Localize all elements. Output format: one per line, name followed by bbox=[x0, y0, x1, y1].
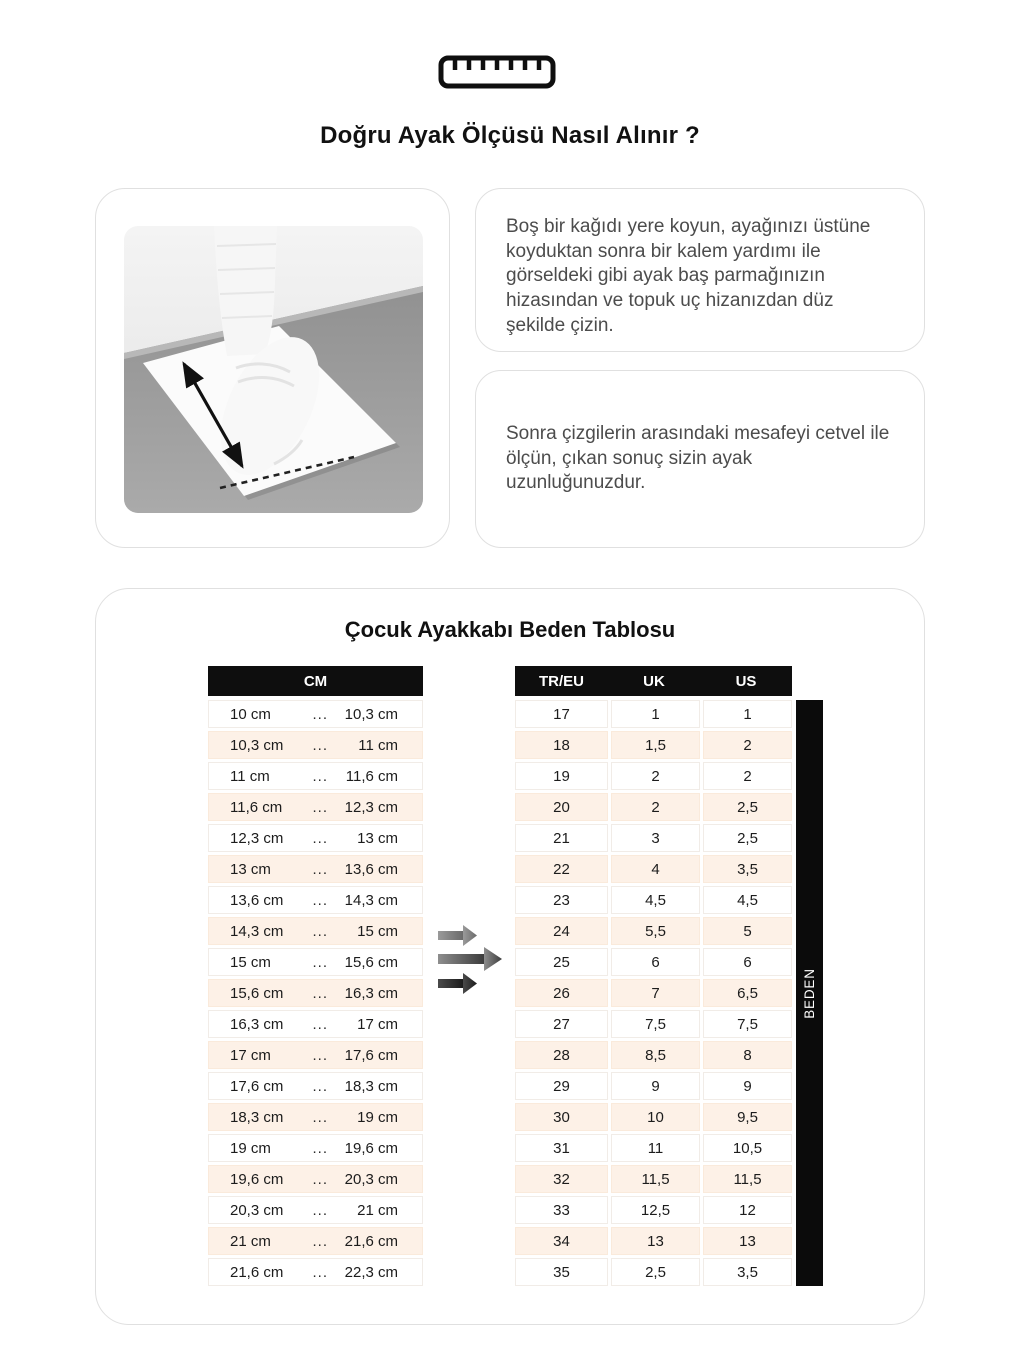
cm-cell-dots: ... bbox=[312, 1139, 329, 1157]
cm-cell-from: 13 cm bbox=[230, 860, 271, 878]
cm-cell-from: 20,3 cm bbox=[230, 1201, 284, 1219]
table-row bbox=[208, 1258, 423, 1286]
cm-cell-from: 14,3 cm bbox=[230, 922, 284, 940]
size-cell-us: 6 bbox=[703, 948, 792, 976]
beden-label-text: BEDEN bbox=[802, 967, 818, 1019]
size-cell-uk: 13 bbox=[611, 1227, 700, 1255]
cm-cell-to: 12,3 cm bbox=[344, 798, 398, 816]
table-row bbox=[515, 917, 792, 945]
cm-cell-from: 16,3 cm bbox=[230, 1015, 284, 1033]
size-cell-us: 1 bbox=[703, 700, 792, 728]
size-cell-us: 3,5 bbox=[703, 855, 792, 883]
cm-cell-dots: ... bbox=[312, 922, 329, 940]
size-cell-tr-eu: 19 bbox=[515, 762, 608, 790]
size-cell-tr-eu: 23 bbox=[515, 886, 608, 914]
table-row bbox=[515, 1134, 792, 1162]
size-table-title: Çocuk Ayakkabı Beden Tablosu bbox=[344, 617, 676, 642]
table-row bbox=[515, 731, 792, 759]
size-cell-uk: 1 bbox=[611, 700, 700, 728]
cm-cell-dots: ... bbox=[312, 984, 329, 1002]
cm-cell-to: 17,6 cm bbox=[344, 1046, 398, 1064]
size-cell-us: 11,5 bbox=[703, 1165, 792, 1193]
size-cell-uk: 2 bbox=[611, 793, 700, 821]
cm-cell-dots: ... bbox=[312, 1201, 329, 1219]
size-cell-us: 7,5 bbox=[703, 1010, 792, 1038]
instruction-card-2 bbox=[475, 370, 925, 548]
table-row bbox=[515, 1227, 792, 1255]
cm-cell-dots: ... bbox=[312, 829, 329, 847]
table-row bbox=[208, 1134, 423, 1162]
table-row bbox=[208, 948, 423, 976]
table-row bbox=[208, 1041, 423, 1069]
size-cell-uk: 4,5 bbox=[611, 886, 700, 914]
table-row bbox=[515, 1196, 792, 1224]
table-row bbox=[208, 1196, 423, 1224]
size-cell-tr-eu: 34 bbox=[515, 1227, 608, 1255]
size-cell-us: 4,5 bbox=[703, 886, 792, 914]
instruction-step2-text: Sonra çizgilerin arasındaki mesafeyi cetvel ile ölçün, çıkan sonuç sizin ayak uzunluğunuzdur. bbox=[506, 422, 890, 494]
table-row bbox=[515, 1041, 792, 1069]
cm-cell-to: 17 cm bbox=[357, 1015, 398, 1033]
table-row bbox=[208, 917, 423, 945]
cm-cell-to: 15,6 cm bbox=[344, 953, 398, 971]
cm-cell-from: 17 cm bbox=[230, 1046, 271, 1064]
table-row bbox=[515, 762, 792, 790]
table-row bbox=[208, 1165, 423, 1193]
table-row bbox=[515, 1258, 792, 1286]
size-cell-uk: 7,5 bbox=[611, 1010, 700, 1038]
header-tr-eu: TR/EU bbox=[539, 672, 584, 690]
size-cell-us: 3,5 bbox=[703, 1258, 792, 1286]
size-cell-uk: 4 bbox=[611, 855, 700, 883]
cm-cell-to: 15 cm bbox=[357, 922, 398, 940]
size-cell-uk: 11,5 bbox=[611, 1165, 700, 1193]
table-row bbox=[208, 793, 423, 821]
cm-cell-from: 19 cm bbox=[230, 1139, 271, 1157]
header-uk: UK bbox=[643, 672, 665, 690]
cm-table-body bbox=[208, 700, 423, 1286]
size-cell-us: 13 bbox=[703, 1227, 792, 1255]
table-row bbox=[515, 824, 792, 852]
size-cell-us: 6,5 bbox=[703, 979, 792, 1007]
cm-cell-from: 17,6 cm bbox=[230, 1077, 284, 1095]
shoe-size-table bbox=[515, 666, 792, 1289]
cm-cell-to: 19,6 cm bbox=[344, 1139, 398, 1157]
size-cell-tr-eu: 18 bbox=[515, 731, 608, 759]
size-cell-tr-eu: 29 bbox=[515, 1072, 608, 1100]
size-cell-uk: 6 bbox=[611, 948, 700, 976]
table-row bbox=[208, 762, 423, 790]
cm-cell-to: 11,6 cm bbox=[345, 767, 398, 785]
size-cell-us: 2 bbox=[703, 731, 792, 759]
size-cell-us: 9,5 bbox=[703, 1103, 792, 1131]
table-row bbox=[515, 793, 792, 821]
cm-cell-to: 13,6 cm bbox=[344, 860, 398, 878]
cm-cell-from: 21,6 cm bbox=[230, 1263, 284, 1281]
size-cell-tr-eu: 24 bbox=[515, 917, 608, 945]
size-table-header bbox=[515, 666, 792, 696]
table-row bbox=[515, 1165, 792, 1193]
cm-cell-from: 18,3 cm bbox=[230, 1108, 284, 1126]
table-row bbox=[515, 700, 792, 728]
header-us: US bbox=[735, 672, 757, 690]
table-row bbox=[515, 979, 792, 1007]
cm-cell-to: 22,3 cm bbox=[344, 1263, 398, 1281]
size-cell-uk: 7 bbox=[611, 979, 700, 1007]
cm-range-table bbox=[208, 666, 423, 1289]
table-row bbox=[208, 824, 423, 852]
size-cell-us: 2,5 bbox=[703, 824, 792, 852]
table-row bbox=[515, 948, 792, 976]
cm-cell-to: 21,6 cm bbox=[344, 1232, 398, 1250]
size-cell-tr-eu: 25 bbox=[515, 948, 608, 976]
cm-cell-dots: ... bbox=[312, 891, 329, 909]
cm-cell-dots: ... bbox=[312, 1046, 329, 1064]
size-cell-us: 8 bbox=[703, 1041, 792, 1069]
ruler-icon bbox=[0, 55, 1020, 89]
size-cell-uk: 1,5 bbox=[611, 731, 700, 759]
size-cell-tr-eu: 33 bbox=[515, 1196, 608, 1224]
cm-cell-from: 11 cm bbox=[230, 767, 270, 785]
cm-cell-dots: ... bbox=[312, 1108, 329, 1126]
size-cell-tr-eu: 30 bbox=[515, 1103, 608, 1131]
table-row bbox=[208, 731, 423, 759]
cm-cell-to: 10,3 cm bbox=[344, 705, 398, 723]
cm-cell-dots: ... bbox=[312, 798, 329, 816]
cm-cell-from: 15 cm bbox=[230, 953, 271, 971]
cm-cell-dots: ... bbox=[312, 860, 329, 878]
cm-cell-to: 18,3 cm bbox=[344, 1077, 398, 1095]
size-cell-uk: 2 bbox=[611, 762, 700, 790]
table-row bbox=[208, 1010, 423, 1038]
cm-cell-to: 13 cm bbox=[357, 829, 398, 847]
size-cell-us: 10,5 bbox=[703, 1134, 792, 1162]
size-cell-tr-eu: 31 bbox=[515, 1134, 608, 1162]
cm-cell-dots: ... bbox=[312, 705, 329, 723]
table-row bbox=[208, 1103, 423, 1131]
cm-cell-dots: ... bbox=[312, 1263, 329, 1281]
transfer-arrows-icon bbox=[436, 921, 508, 997]
size-cell-us: 5 bbox=[703, 917, 792, 945]
cm-cell-from: 19,6 cm bbox=[230, 1170, 284, 1188]
size-cell-tr-eu: 32 bbox=[515, 1165, 608, 1193]
cm-cell-dots: ... bbox=[312, 767, 329, 785]
beden-axis-label bbox=[796, 700, 823, 1286]
table-row bbox=[208, 886, 423, 914]
table-row bbox=[208, 855, 423, 883]
size-cell-tr-eu: 27 bbox=[515, 1010, 608, 1038]
cm-cell-dots: ... bbox=[312, 1077, 329, 1095]
table-row bbox=[208, 1072, 423, 1100]
table-row bbox=[515, 1072, 792, 1100]
cm-cell-from: 10,3 cm bbox=[230, 736, 284, 754]
cm-cell-from: 10 cm bbox=[230, 705, 271, 723]
cm-cell-dots: ... bbox=[312, 736, 329, 754]
table-row bbox=[515, 855, 792, 883]
cm-cell-to: 21 cm bbox=[357, 1201, 398, 1219]
table-row bbox=[515, 886, 792, 914]
size-cell-tr-eu: 35 bbox=[515, 1258, 608, 1286]
page-title: Doğru Ayak Ölçüsü Nasıl Alınır ? bbox=[320, 122, 700, 149]
table-row bbox=[515, 1103, 792, 1131]
size-cell-uk: 9 bbox=[611, 1072, 700, 1100]
size-cell-uk: 10 bbox=[611, 1103, 700, 1131]
cm-cell-from: 11,6 cm bbox=[230, 798, 283, 816]
size-cell-uk: 2,5 bbox=[611, 1258, 700, 1286]
instruction-card-1 bbox=[475, 188, 925, 352]
table-row bbox=[208, 1227, 423, 1255]
measurement-photo-card bbox=[95, 188, 450, 548]
size-table-body bbox=[515, 700, 792, 1286]
cm-cell-from: 21 cm bbox=[230, 1232, 271, 1250]
size-cell-tr-eu: 20 bbox=[515, 793, 608, 821]
cm-cell-dots: ... bbox=[312, 1015, 329, 1033]
size-cell-tr-eu: 22 bbox=[515, 855, 608, 883]
cm-cell-from: 13,6 cm bbox=[230, 891, 284, 909]
table-row bbox=[208, 700, 423, 728]
size-cell-tr-eu: 21 bbox=[515, 824, 608, 852]
foot-measurement-photo bbox=[124, 226, 423, 513]
size-cell-us: 2,5 bbox=[703, 793, 792, 821]
size-cell-uk: 5,5 bbox=[611, 917, 700, 945]
size-cell-tr-eu: 28 bbox=[515, 1041, 608, 1069]
table-row bbox=[208, 979, 423, 1007]
size-cell-tr-eu: 17 bbox=[515, 700, 608, 728]
size-cell-us: 2 bbox=[703, 762, 792, 790]
cm-cell-dots: ... bbox=[312, 1232, 329, 1250]
size-cell-uk: 12,5 bbox=[611, 1196, 700, 1224]
size-table-card bbox=[95, 588, 925, 1325]
size-cell-us: 12 bbox=[703, 1196, 792, 1224]
cm-cell-from: 15,6 cm bbox=[230, 984, 284, 1002]
size-cell-tr-eu: 26 bbox=[515, 979, 608, 1007]
size-cell-uk: 11 bbox=[611, 1134, 700, 1162]
size-cell-us: 9 bbox=[703, 1072, 792, 1100]
instruction-step1-text: Boş bir kağıdı yere koyun, ayağınızı üstüne koyduktan sonra bir kalem yardımı ile görseldeki gibi ayak baş parmağınızın hizasından ve topuk uç hizanızdan düz şekilde çizin. bbox=[506, 216, 871, 336]
size-cell-uk: 8,5 bbox=[611, 1041, 700, 1069]
cm-cell-to: 20,3 cm bbox=[344, 1170, 398, 1188]
size-cell-uk: 3 bbox=[611, 824, 700, 852]
table-row bbox=[515, 1010, 792, 1038]
cm-cell-dots: ... bbox=[312, 1170, 329, 1188]
cm-cell-to: 19 cm bbox=[357, 1108, 398, 1126]
cm-cell-from: 12,3 cm bbox=[230, 829, 284, 847]
cm-table-header: CM bbox=[208, 666, 423, 696]
cm-cell-to: 11 cm bbox=[358, 736, 398, 754]
cm-cell-to: 16,3 cm bbox=[344, 984, 398, 1002]
cm-cell-dots: ... bbox=[312, 953, 329, 971]
cm-cell-to: 14,3 cm bbox=[344, 891, 398, 909]
